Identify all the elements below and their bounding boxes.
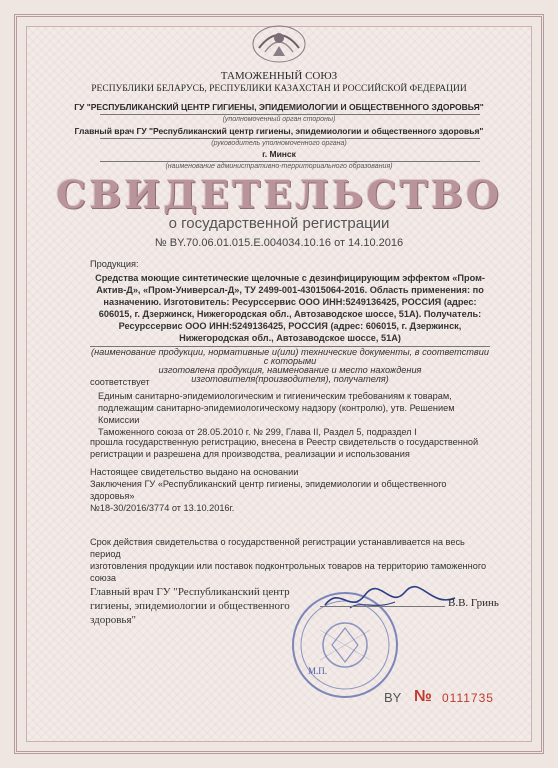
product-line: Актив-Д», «Пром-Универсал-Д», ТУ 2499-001-43015064-2016. Область применения: по	[96, 285, 484, 295]
product-line: Нижегородская обл., Автозаводское шоссе, 51А)	[179, 333, 401, 343]
head-rule	[100, 138, 480, 139]
signer-title-line: здоровья"	[90, 614, 137, 626]
validity-line: союза	[90, 573, 117, 583]
product-line: 606015, г. Дзержинск, Нижегородская обл., Автозаводское шоссе, 51А). Получатель:	[98, 309, 482, 319]
city-note: (наименование административно-территориального образования)	[165, 163, 393, 170]
authority-rule	[100, 114, 480, 115]
registration-statement	[90, 436, 490, 460]
signature-icon	[320, 580, 460, 620]
product-line: Ресурссервис ООО ИНН:5249136425, РОССИЯ (адрес: 606015, г. Дзержинск,	[118, 321, 462, 331]
validity-line: Срок действия свидетельства о государственной регистрации устанавливается на весь период	[90, 537, 465, 559]
serial-prefix: BY	[384, 690, 402, 705]
union-name: ТАМОЖЕННЫЙ СОЮЗ	[220, 70, 338, 82]
certificate-title: СВИДЕТЕЛЬСТВО	[56, 172, 502, 217]
registration-number: № BY.70.06.01.015.E.004034.10.16 от 14.10.2016	[154, 237, 404, 249]
validity-text	[90, 536, 490, 584]
registration-line: регистрации и разрешена для производства, реализации и использования	[90, 449, 410, 459]
authority-name: ГУ "РЕСПУБЛИКАНСКИЙ ЦЕНТР ГИГИЕНЫ, ЭПИДЕМИОЛОГИИ И ОБЩЕСТВЕННОГО ЗДОРОВЬЯ"	[74, 102, 484, 112]
compliance-line: подлежащим санитарно-эпидемиологическому надзору (контролю), утв. Решением Комиссии	[98, 403, 455, 425]
city-name: г. Минск	[262, 149, 296, 159]
compliance-line: Единым санитарно-эпидемиологическим и гигиеническим требованиям к товарам,	[98, 391, 452, 401]
product-label: Продукция:	[90, 259, 139, 269]
product-note	[90, 348, 490, 384]
head-note: (руководитель уполномоченного органа)	[211, 140, 347, 147]
compliance-text	[98, 390, 490, 438]
signer-title-line: гигиены, эпидемиологии и общественного	[90, 600, 290, 612]
product-note-line: изготовлена продукция, наименование и место нахождения изготовителя(производителя), получателя)	[158, 365, 422, 384]
authority-note: (уполномоченный орган стороны)	[222, 116, 336, 123]
product-line: Средства моющие синтетические щелочные с дезинфицирующим эффектом «Пром-	[95, 273, 485, 283]
basis-line: Заключения ГУ «Республиканский центр гигиены, эпидемиологии и общественного здоровья»	[90, 479, 447, 501]
serial-number-sign: №	[414, 688, 432, 705]
head-name: Главный врач ГУ "Республиканский центр гигиены, эпидемиологии и общественного здоровья"	[74, 126, 484, 136]
product-note-line: (наименование продукции, нормативные и(или) технические документы, в соответствии с которыми	[91, 347, 489, 366]
compliance-line: Таможенного союза от 28.05.2010 г. № 299, Глава II, Раздел 5, подраздел I	[98, 427, 417, 437]
basis-text	[90, 478, 490, 514]
signature-rule	[320, 606, 445, 607]
product-line: назначению. Изготовитель: Ресурссервис ООО ИНН:5249136425, РОССИЯ (адрес:	[103, 297, 477, 307]
city-rule	[100, 161, 480, 162]
certificate-subtitle: о государственной регистрации	[168, 215, 390, 232]
validity-line: изготовления продукции или поставок подконтрольных товаров на территорию таможенного	[90, 561, 487, 571]
signer-title-line: Главный врач ГУ "Республиканский центр	[90, 586, 290, 598]
compliance-label: соответствует	[90, 377, 150, 387]
basis-line: №18-30/2016/3774 от 13.10.2016г.	[90, 503, 235, 513]
member-countries: РЕСПУБЛИКИ БЕЛАРУСЬ, РЕСПУБЛИКИ КАЗАХСТАН И РОССИЙСКОЙ ФЕДЕРАЦИИ	[91, 84, 467, 94]
serial-number: 0111735	[442, 691, 494, 705]
signer-title	[90, 585, 290, 627]
seal-placeholder: М.П.	[308, 666, 328, 676]
customs-union-emblem-icon	[249, 18, 309, 66]
product-description	[90, 272, 490, 344]
registration-line: прошла государственную регистрацию, внесена в Реестр свидетельств о государственной	[90, 437, 479, 447]
basis-label: Настоящее свидетельство выдано на основании	[90, 467, 299, 477]
signer-name: В.В. Гринь	[448, 597, 499, 609]
